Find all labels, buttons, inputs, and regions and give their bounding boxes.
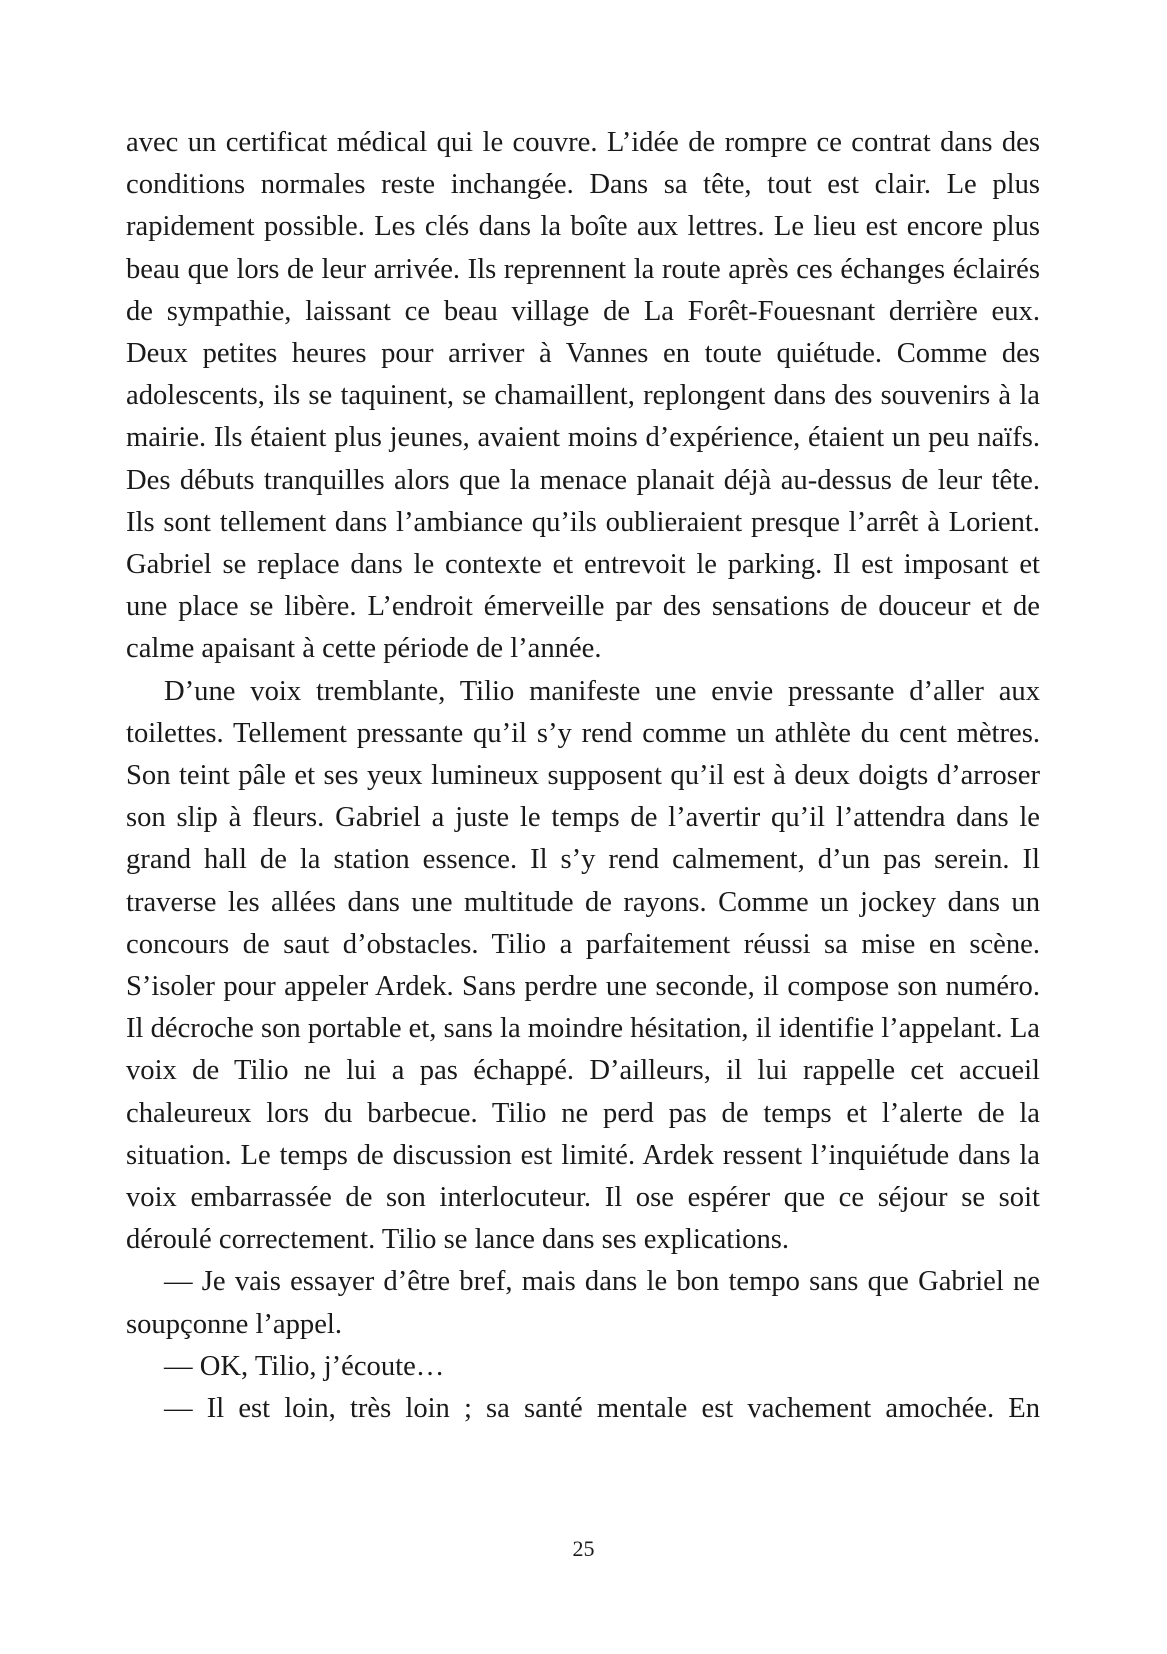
paragraph-1: avec un certificat médical qui le couvre. L’idée de rompre ce contrat dans des conditions normales reste inchangée. Dans sa tête, tout est clair. Le plus rapidement possible. Les clés dans la boîte aux lettres. Le lieu est encore plus beau que lors de leur arrivée. Ils reprennent la route après ces échanges éclairés de sympathie, laissant ce beau village de La Forêt-Fouesnant derrière eux. Deux petites heures pour arriver à Vannes en toute quiétude. Comme des adolescents, ils se taquinent, se chamaillent, replongent dans des souvenirs à la mairie. Ils étaient plus jeunes, avaient moins d’expérience, étaient un peu naïfs. Des débuts tranquilles alors que la menace planait déjà au-dessus de leur tête. Ils sont tellement dans l’ambiance qu’ils oublieraient presque l’arrêt à Lorient. Gabriel se replace dans le contexte et entrevoit le parking. Il est imposant et une place se libère. L’endroit émerveille par des sensations de douceur et de calme apaisant à cette période de l’année. xyxy=(126,127,1040,665)
paragraph-2: D’une voix tremblante, Tilio manifeste une envie pressante d’aller aux toilettes. Tellement pressante qu’il s’y rend comme un athlète du cent mètres. Son teint pâle et ses yeux lumineux supposent qu’il est à deux doigts d’arroser son slip à fleurs. Gabriel a juste le temps de l’avertir qu’il l’attendra dans le grand hall de la station essence. Il s’y rend calmement, d’un pas serein. Il traverse les allées dans une multitude de rayons. Comme un jockey dans un concours de saut d’obstacles. Tilio a parfaitement réussi sa mise en scène. S’isoler pour appeler Ardek. Sans perdre une seconde, il compose son numéro. Il décroche son portable et, sans la moindre hésitation, il identifie l’appelant. La voix de Tilio ne lui a pas échappé. D’ailleurs, il lui rappelle cet accueil chaleureux lors du barbecue. Tilio ne perd pas de temps et l’alerte de la situation. Le temps de discussion est limité. Ardek ressent l’inquiétude dans la voix embarrassée de son interlocuteur. Il ose espérer que ce séjour se soit déroulé correctement. Tilio se lance dans ses explications. xyxy=(126,675,1040,1256)
page-number: 25 xyxy=(572,1536,595,1561)
dialogue-line-1: — Je vais essayer d’être bref, mais dans le bon tempo sans que Gabriel ne soupçonne l’appel. xyxy=(126,1266,1040,1340)
dialogue-line-2: — OK, Tilio, j’écoute… xyxy=(164,1350,445,1382)
dialogue-line-3: — Il est loin, très loin ; sa santé mentale est vachement amochée. En xyxy=(164,1393,1040,1425)
page-body xyxy=(126,122,1040,1430)
